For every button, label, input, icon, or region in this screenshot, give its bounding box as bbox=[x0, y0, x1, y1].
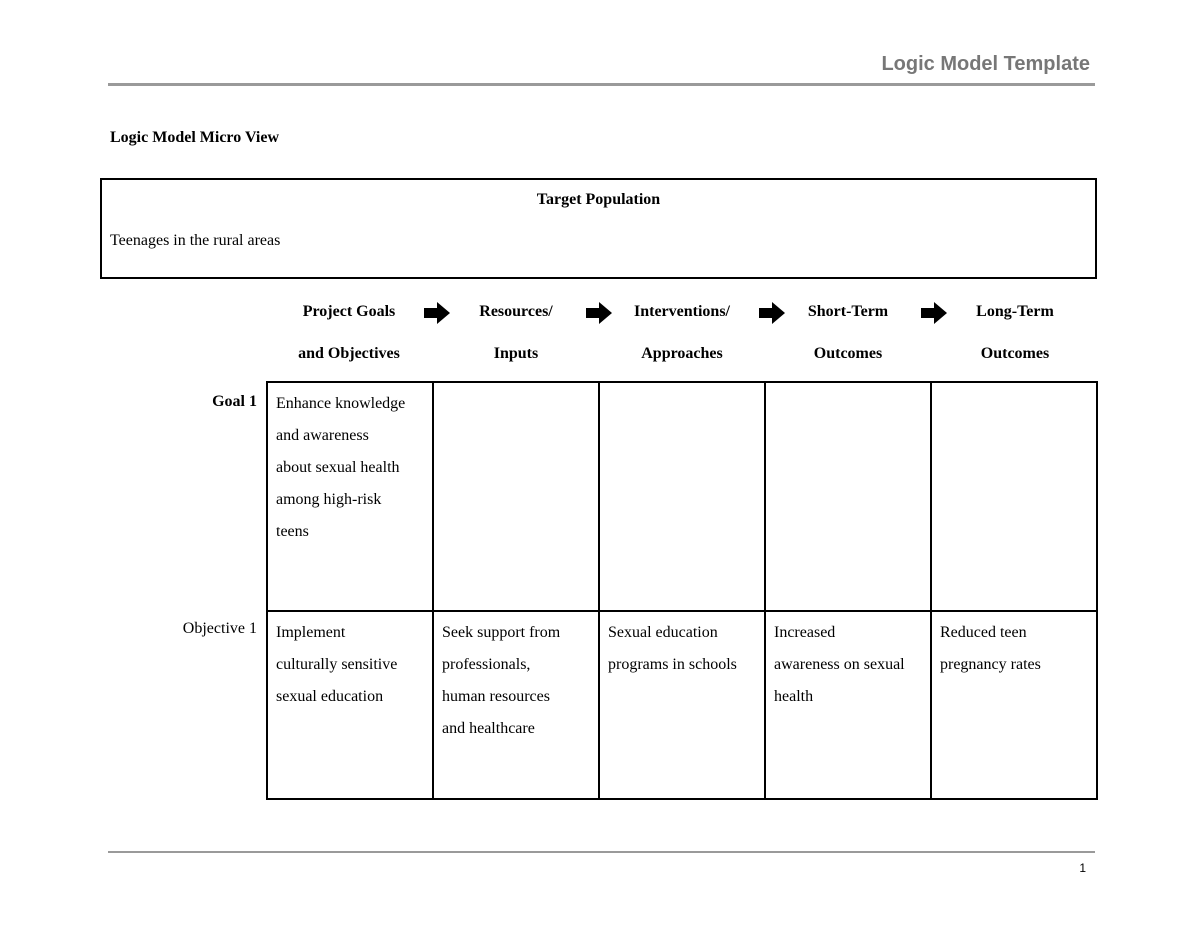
row-label-objective: Objective 1 bbox=[182, 620, 257, 637]
column-header-line: Resources/ bbox=[479, 303, 553, 320]
column-header-line: Approaches bbox=[641, 345, 723, 362]
cell-line: and awareness bbox=[276, 427, 369, 444]
cell-line: Enhance knowledge bbox=[276, 395, 406, 412]
cell-line: Increased bbox=[774, 624, 836, 641]
cell-line: about sexual health bbox=[276, 459, 400, 476]
column-header-line: and Objectives bbox=[298, 345, 400, 362]
column-header-line: Short-Term bbox=[807, 303, 889, 320]
column-header-line: Outcomes bbox=[813, 345, 883, 362]
cell-line: Sexual education bbox=[608, 624, 718, 641]
table-cell bbox=[599, 611, 765, 799]
table-row bbox=[267, 611, 1097, 799]
cell-line: Seek support from bbox=[442, 624, 561, 641]
column-header-resources bbox=[433, 291, 599, 375]
column-header-line: Outcomes bbox=[980, 345, 1050, 362]
cell-line: professionals, bbox=[442, 656, 531, 673]
page-number: 1 bbox=[1079, 861, 1086, 875]
document-title: Logic Model Template bbox=[881, 53, 1090, 75]
table-cell bbox=[267, 611, 433, 799]
table-cell bbox=[931, 611, 1097, 799]
table-cell bbox=[433, 611, 599, 799]
column-header-short-term bbox=[765, 291, 931, 375]
target-population-box bbox=[100, 178, 1097, 279]
column-header-line: Interventions/ bbox=[634, 303, 730, 320]
row-label-goal: Goal 1 bbox=[212, 393, 257, 410]
logic-model-grid bbox=[266, 381, 1098, 800]
cell-line: health bbox=[774, 688, 814, 705]
table-cell bbox=[931, 382, 1097, 611]
column-header-goals bbox=[266, 291, 432, 375]
column-header-interventions bbox=[599, 291, 765, 375]
cell-line: Reduced teen bbox=[940, 624, 1027, 641]
table-cell bbox=[765, 382, 931, 611]
cell-line: and healthcare bbox=[442, 720, 535, 737]
table-cell bbox=[599, 382, 765, 611]
cell-line: sexual education bbox=[276, 688, 384, 705]
cell-line: culturally sensitive bbox=[276, 656, 398, 673]
cell-line: among high-risk bbox=[276, 491, 382, 508]
table-cell bbox=[267, 382, 433, 611]
column-header-line: Project Goals bbox=[302, 303, 396, 320]
cell-line: pregnancy rates bbox=[940, 656, 1041, 673]
cell-line: awareness on sexual bbox=[774, 656, 905, 673]
cell-line: programs in schools bbox=[608, 656, 737, 673]
column-header-line: Inputs bbox=[493, 345, 539, 362]
table-row bbox=[267, 382, 1097, 611]
section-title: Logic Model Micro View bbox=[110, 129, 279, 146]
table-cell bbox=[765, 611, 931, 799]
footer-rule bbox=[108, 851, 1095, 853]
target-population-text: Teenages in the rural areas bbox=[110, 232, 281, 249]
table-cell bbox=[433, 382, 599, 611]
header-rule bbox=[108, 83, 1095, 86]
column-header-long-term bbox=[932, 291, 1098, 375]
target-population-heading: Target Population bbox=[536, 191, 661, 208]
cell-line: human resources bbox=[442, 688, 550, 705]
cell-line: Implement bbox=[276, 624, 346, 641]
cell-line: teens bbox=[276, 523, 309, 540]
column-header-line: Long-Term bbox=[976, 303, 1054, 320]
